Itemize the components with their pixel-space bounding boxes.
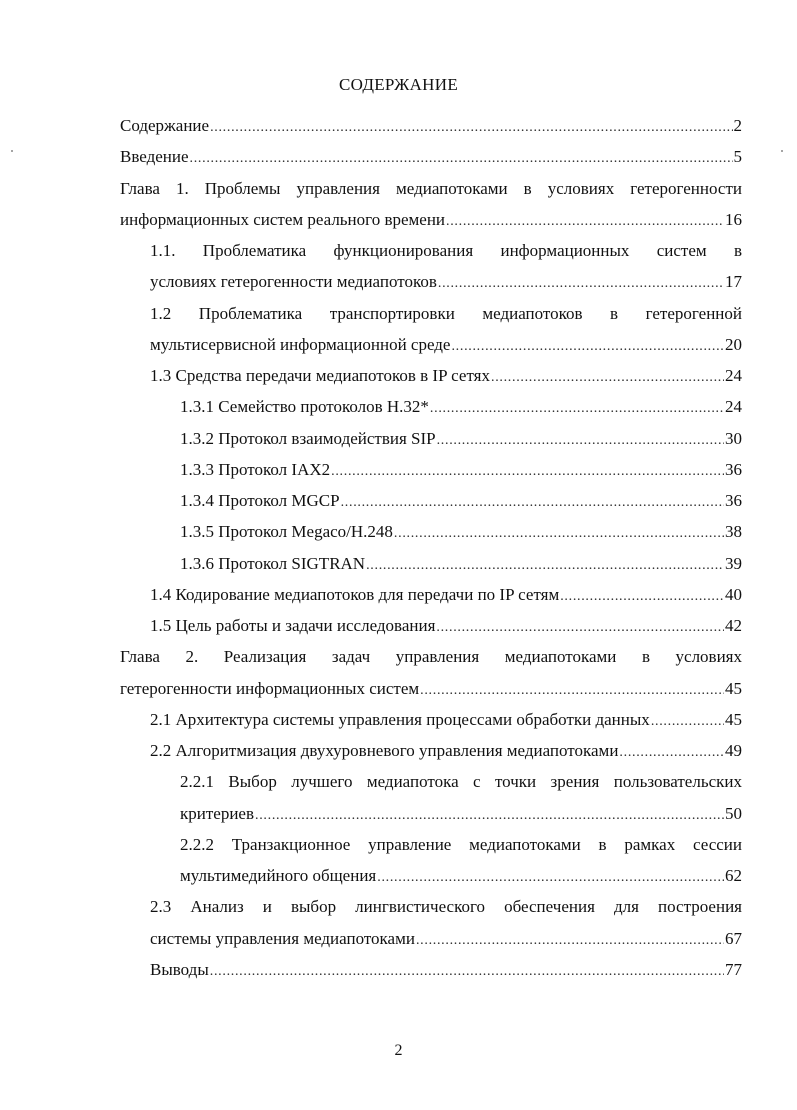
toc-page-number: 36: [725, 491, 742, 510]
dot-leader: [416, 931, 724, 951]
toc-entry-title: мультисервисной информационной среде: [150, 335, 451, 354]
toc-entry: [150, 710, 742, 730]
dot-leader: [420, 681, 724, 701]
dot-leader: [366, 556, 724, 576]
toc-entry: [180, 491, 742, 511]
toc-entry: [150, 897, 742, 949]
dot-leader: [394, 524, 724, 544]
toc-entry-title: 1.3.1 Семейство протоколов H.32*: [180, 397, 429, 416]
toc-entry-title: 1.3.5 Протокол Megaco/H.248: [180, 522, 393, 541]
toc-entry: [120, 116, 742, 136]
toc-entry-title: системы управления медиапотоками: [150, 929, 415, 948]
toc-entry-title: 2.2.1 Выбор лучшего медиапотока с точки зрения пользовательских: [180, 772, 742, 791]
toc-entry-title: 1.1. Проблематика функционирования информационных систем в: [150, 241, 742, 260]
toc-page-number: 16: [725, 210, 742, 229]
toc-page-number: 36: [725, 460, 742, 479]
toc-entry-title: Введение: [120, 147, 189, 166]
toc-page-number: 45: [725, 710, 742, 729]
dot-leader: [619, 743, 724, 763]
toc-entry-title: Выводы: [150, 960, 209, 979]
toc-entry-title: Глава 1. Проблемы управления медиапотоками в условиях гетерогенности: [120, 179, 742, 198]
toc-page-number: 45: [725, 679, 742, 698]
toc-heading: СОДЕРЖАНИЕ: [338, 75, 459, 94]
toc-entry-title: мультимедийного общения: [180, 866, 377, 885]
toc-entry: [150, 241, 742, 292]
dot-leader: [436, 618, 724, 638]
toc-page-number: 5: [733, 147, 742, 166]
toc-page-number: 24: [725, 366, 742, 385]
toc-page-number: 62: [725, 866, 742, 885]
dot-leader: [560, 587, 724, 607]
toc-entry-title: критериев: [180, 804, 255, 823]
toc-page-number: 40: [725, 585, 742, 604]
toc-entry: [120, 147, 742, 167]
page-number: 2: [394, 1042, 403, 1059]
toc-entry-title: 1.2 Проблематика транспортировки медиапотоков в гетерогенной: [150, 304, 742, 323]
dot-leader: [377, 868, 724, 888]
toc-entry: [150, 616, 742, 636]
dot-leader: [190, 149, 733, 169]
toc-entry-title: 1.3 Средства передачи медиапотоков в IP сетях: [150, 366, 490, 385]
toc-entry-title: 2.1 Архитектура системы управления процессами обработки данных: [150, 710, 650, 729]
toc-page-number: 20: [725, 335, 742, 354]
toc-entry: [120, 647, 742, 699]
toc-page-number: 30: [725, 429, 742, 448]
toc-entry: [180, 429, 742, 449]
toc-entry: [150, 304, 742, 355]
toc-entry-title: информационных систем реального времени: [120, 210, 446, 229]
toc-page-number: 24: [725, 397, 742, 416]
toc-entry-title: условиях гетерогенности медиапотоков: [150, 272, 437, 291]
dot-leader: [451, 337, 724, 357]
dot-leader: [438, 274, 724, 294]
toc-page-number: 49: [725, 741, 742, 760]
toc-entry: [150, 585, 742, 605]
toc-entry-title: Содержание: [120, 116, 210, 135]
toc-page-number: 50: [725, 804, 742, 823]
toc-entry: [180, 835, 742, 886]
toc-entry: [180, 772, 742, 824]
toc-entry: [180, 460, 742, 480]
toc-entry: [180, 522, 742, 542]
toc-entry-title: Глава 2. Реализация задач управления медиапотоками в условиях: [120, 647, 742, 666]
scan-speck: [11, 150, 13, 152]
toc-entry: [180, 554, 742, 574]
scan-speck: [781, 150, 783, 152]
toc-entry-title: 2.2 Алгоритмизация двухуровневого управления медиапотоками: [150, 741, 619, 760]
toc-entry-title: 2.2.2 Транзакционное управление медиапотоками в рамках сессии: [180, 835, 742, 854]
toc-entry-title: 1.3.6 Протокол SIGTRAN: [180, 554, 366, 573]
toc-entry-title: 1.3.2 Протокол взаимодействия SIP: [180, 429, 436, 448]
toc-entry-title: 1.4 Кодирование медиапотоков для передачи по IP сетям: [150, 585, 560, 604]
toc-entry: [150, 960, 742, 980]
dot-leader: [331, 462, 724, 482]
dot-leader: [437, 431, 724, 451]
toc-entry: [180, 397, 742, 417]
toc-entry: [150, 366, 742, 386]
dot-leader: [210, 118, 732, 138]
toc-entry-title: 2.3 Анализ и выбор лингвистического обеспечения для построения: [150, 897, 742, 916]
dot-leader: [255, 806, 724, 826]
toc-page-number: 17: [725, 272, 742, 291]
toc-entry-title: 1.3.3 Протокол IAX2: [180, 460, 331, 479]
dot-leader: [341, 493, 724, 513]
dot-leader: [210, 962, 724, 982]
toc-page-number: 67: [725, 929, 742, 948]
toc-entry-title: гетерогенности информационных систем: [120, 679, 420, 698]
toc-entry-title: 1.3.4 Протокол MGCP: [180, 491, 340, 510]
toc-entry: [150, 741, 742, 761]
dot-leader: [446, 212, 724, 232]
toc-page-number: 39: [725, 554, 742, 573]
toc-page-number: 2: [733, 116, 742, 135]
toc-entry-title: 1.5 Цель работы и задачи исследования: [150, 616, 436, 635]
toc-page-number: 77: [725, 960, 742, 979]
toc-page-number: 38: [725, 522, 742, 541]
dot-leader: [651, 712, 724, 732]
toc-page-number: 42: [725, 616, 742, 635]
dot-leader: [491, 368, 724, 388]
toc-entry: [120, 179, 742, 230]
dot-leader: [430, 399, 724, 419]
